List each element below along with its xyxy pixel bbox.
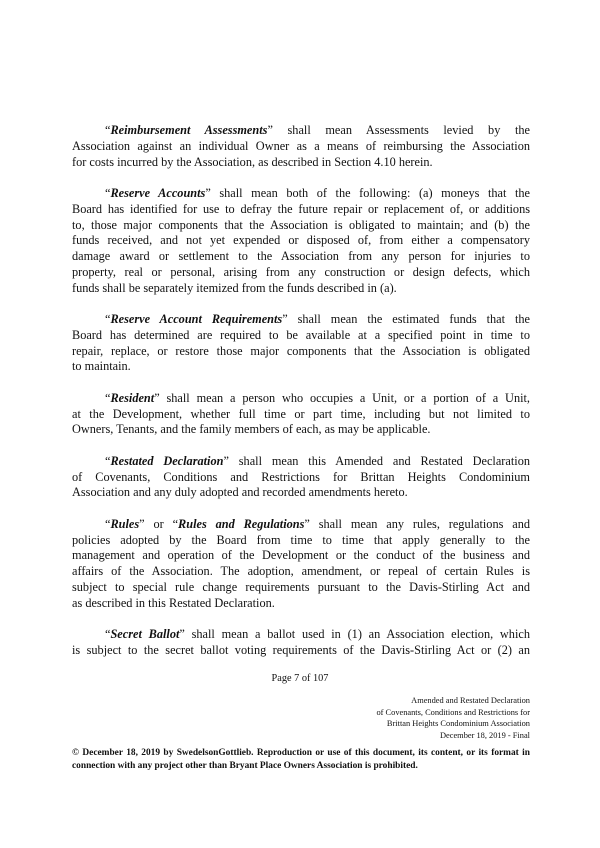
text-line	[72, 328, 530, 344]
definition-paragraph	[72, 627, 530, 659]
text-segment: ” shall mean Assessments levied by the	[267, 123, 530, 137]
text-segment: as described in this Restated Declaration.	[72, 595, 275, 610]
text-line	[72, 281, 530, 297]
text-segment: “	[105, 516, 111, 531]
defined-term: Reimbursement Assessments	[110, 123, 268, 137]
text-line	[72, 422, 530, 438]
text-segment: of Covenants, Conditions and Restrictions for Brittan Heights Condominium	[72, 469, 530, 484]
text-segment: for costs incurred by the Association, as described in Section 4.10 herein.	[72, 154, 433, 169]
defined-term: Rules	[110, 516, 140, 531]
text-line	[72, 533, 530, 549]
text-segment: ” shall mean both of the following: (a) moneys that the	[205, 186, 530, 200]
text-segment: policies adopted by the Board from time to time that apply generally to the	[72, 532, 530, 547]
text-line	[72, 139, 530, 155]
text-line	[72, 643, 530, 659]
text-line	[72, 249, 530, 265]
text-line	[72, 233, 530, 249]
definition-paragraph	[72, 123, 530, 170]
text-segment: management and operation of the Development or the conduct of the business and	[72, 548, 530, 563]
definition-paragraph	[72, 517, 530, 612]
text-line	[72, 265, 530, 281]
text-segment: “	[105, 390, 111, 405]
text-segment: Board has identified for use to defray the future repair or replacement of, or additions	[72, 201, 530, 216]
text-segment: Owners, Tenants, and the family members of each, as may be applicable.	[72, 422, 431, 437]
text-segment: ” shall mean a person who occupies a Unit, or a portion of a Unit,	[154, 390, 530, 405]
defined-term: Reserve Account Requirements	[110, 312, 283, 326]
text-segment: subject to special rule change requirements pursuant to the Davis-Stirling Act and	[72, 579, 530, 594]
text-segment: is subject to the secret ballot voting requirements of the Davis-Stirling Act or (2) an	[72, 642, 530, 657]
text-line	[72, 391, 530, 407]
text-segment: funds received, and not yet expended or disposed of, from either a compensatory	[72, 233, 530, 248]
text-segment: repair, replace, or restore those major components that the Association is obligated	[72, 343, 530, 358]
text-line	[72, 359, 530, 375]
definition-paragraph	[72, 312, 530, 375]
text-segment: “	[105, 627, 111, 641]
text-line	[72, 312, 530, 328]
text-segment: ” shall mean this Amended and Restated Declaration	[223, 453, 530, 468]
document-body	[72, 123, 530, 674]
defined-term: Reserve Accounts	[110, 186, 206, 200]
copyright-line: connection with any project other than Bryant Place Owners Association is prohibited.	[72, 760, 418, 771]
text-segment: ” or “	[139, 516, 179, 531]
text-line	[72, 548, 530, 564]
defined-term: Restated Declaration	[110, 453, 224, 468]
definition-paragraph	[72, 454, 530, 501]
copyright-line: © December 18, 2019 by SwedelsonGottlieb. Reproduction or use of this document, its content, or its format in	[72, 748, 530, 758]
footer-line: of Covenants, Conditions and Restrictions for	[376, 707, 530, 717]
text-segment: to maintain.	[72, 359, 131, 374]
text-segment: ” shall mean a ballot used in (1) an Association election, which	[179, 627, 530, 641]
text-line	[72, 564, 530, 580]
text-line	[72, 344, 530, 360]
text-line	[72, 470, 530, 486]
page-number: Page 7 of 107	[271, 673, 329, 684]
definition-paragraph	[72, 186, 530, 296]
text-line	[72, 596, 530, 612]
text-segment: “	[105, 186, 111, 200]
copyright-notice	[72, 747, 530, 772]
text-segment: affairs of the Association. The adoption, amendment, or repeal of certain Rules is	[72, 564, 530, 578]
text-segment: Board has determined are required to be available at a specified point in time to	[72, 327, 530, 342]
text-line	[72, 517, 530, 533]
text-segment: Association and any duly adopted and recorded amendments hereto.	[72, 485, 408, 500]
text-segment: funds shall be separately itemized from the funds described in (a).	[72, 280, 397, 295]
text-line	[72, 202, 530, 218]
defined-term: Rules and Regulations	[178, 516, 305, 531]
text-line	[72, 580, 530, 596]
text-segment: ” shall mean the estimated funds that the	[282, 312, 530, 326]
text-segment: to, those major components that the Association is obligated to maintain; and (b) the	[72, 217, 530, 232]
text-segment: at the Development, whether full time or part time, including but not limited to	[72, 406, 530, 421]
footer-line: Brittan Heights Condominium Association	[386, 719, 530, 729]
text-segment: ” shall mean any rules, regulations and	[304, 516, 530, 531]
defined-term: Secret Ballot	[110, 627, 180, 641]
text-segment: Association against an individual Owner as a means of reimbursing the Association	[72, 138, 530, 153]
defined-term: Resident	[110, 390, 155, 405]
footer-line: Amended and Restated Declaration	[411, 696, 530, 705]
text-segment: “	[105, 123, 111, 137]
text-segment: “	[105, 312, 111, 326]
definition-paragraph	[72, 391, 530, 438]
text-segment: property, real or personal, arising from any construction or design defects, which	[72, 264, 530, 279]
text-segment: “	[105, 453, 111, 468]
text-line	[72, 454, 530, 470]
text-line	[72, 407, 530, 423]
text-line	[72, 155, 530, 171]
text-line	[72, 218, 530, 234]
text-line	[72, 186, 530, 202]
footer-line: December 18, 2019 - Final	[439, 731, 530, 741]
text-line	[72, 627, 530, 643]
text-line	[72, 485, 530, 501]
footer-document-info	[376, 695, 530, 742]
text-line	[72, 123, 530, 139]
text-segment: damage award or settlement to the Association from any person for injuries to	[72, 249, 530, 263]
